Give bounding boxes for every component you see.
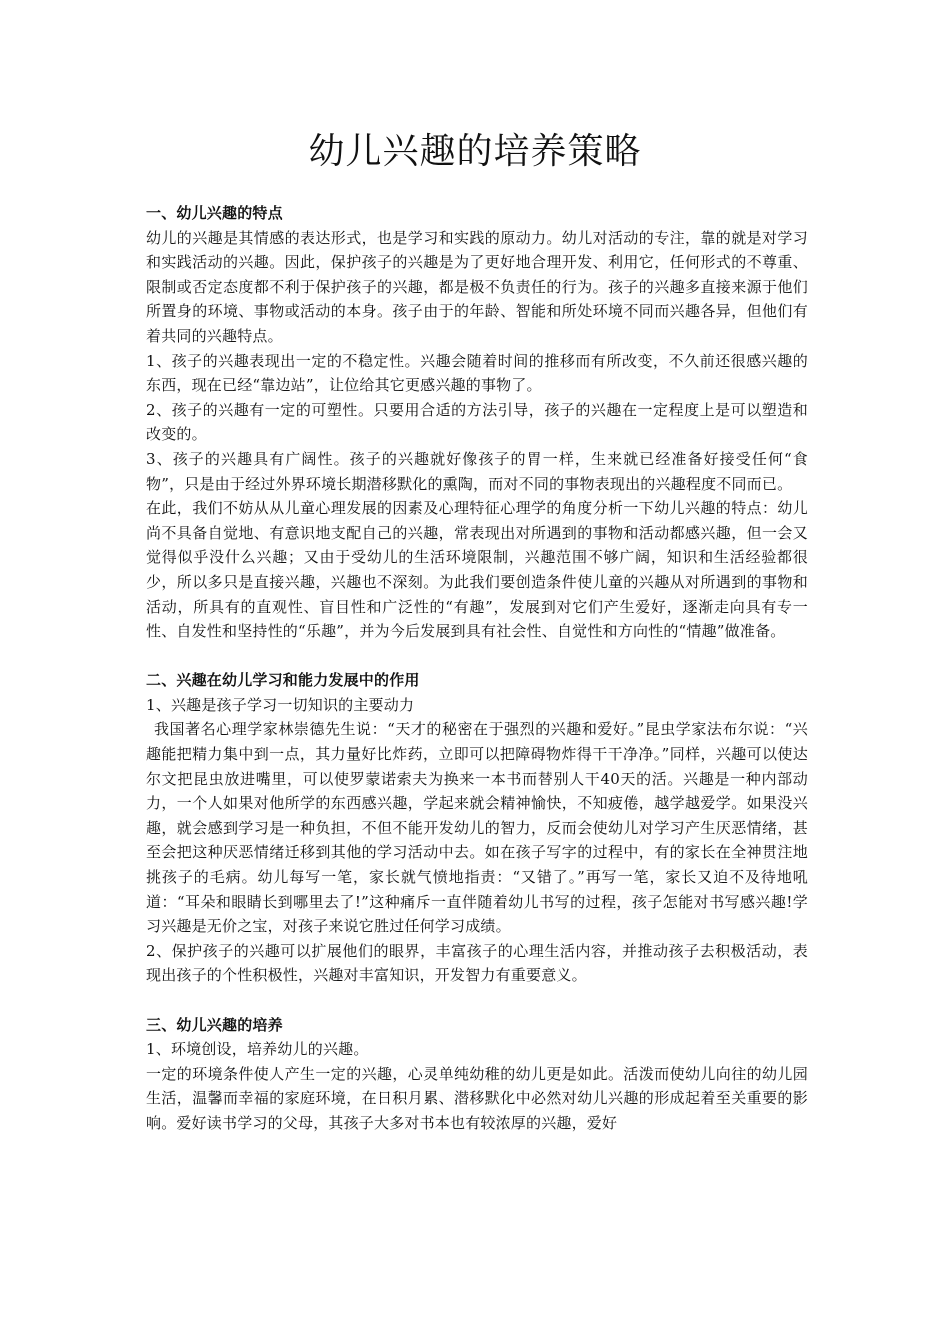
section-heading-1: 一、幼儿兴趣的特点 bbox=[146, 204, 283, 222]
section1-intro-paragraph: 幼儿的兴趣是其情感的表达形式，也是学习和实践的原动力。幼儿对活动的专注，靠的就是对学习和实践活动的兴趣。因此，保护孩子的兴趣是为了更好地合理开发、利用它，任何形式的不尊重、限制或否定态度都不利于保护孩子的兴趣，都是极不负责任的行为。孩子的兴趣多直接来源于他们所置身的环境、事物或活动的本身。孩子由于的年龄、智能和所处环境不同而兴趣各异，但他们有着共同的兴趣特点。 bbox=[146, 228, 808, 345]
document-body bbox=[146, 201, 808, 1136]
section1-analysis-paragraph: 在此，我们不妨从从儿童心理发展的因素及心理特征心理学的角度分析一下幼儿兴趣的特点：幼儿尚不具备自觉地、有意识地支配自己的兴趣，常表现出对所遇到的事物和活动都感兴趣，但一会又觉得似乎没什么兴趣；又由于受幼儿的生活环境限制，兴趣范围不够广阔，知识和生活经验都很少，所以多只是直接兴趣，兴趣也不深刻。为此我们要创造条件使儿童的兴趣从对所遇到的事物和活动，所具有的直观性、盲目性和广泛性的“有趣”，发展到对它们产生爱好，逐渐走向具有专一性、自发性和坚持性的“乐趣”，并为今后发展到具有社会性、自觉性和方向性的“情趣”做准备。 bbox=[146, 499, 808, 641]
section-heading-3: 三、幼儿兴趣的培养 bbox=[146, 1015, 283, 1034]
section2-body-paragraph: 我国著名心理学家林崇德先生说：“天才的秘密在于强烈的兴趣和爱好。”昆虫学家法布尔说：“兴趣能把精力集中到一点，其力量好比炸药，立即可以把障碍物炸得干干净净。”同样，兴趣可以使达尔文把昆虫放进嘴里，可以使罗蒙诺索夫为换来一本书而替别人干40天的活。兴趣是一种内部动力，一个人如果对他所学的东西感兴趣，学起来就会精神愉快，不知疲倦，越学越爱学。如果没兴趣，就会感到学习是一种负担，不但不能开发幼儿的智力，反而会使幼儿对学习产生厌恶情绪，甚至会把这种厌恶情绪迁移到其他的学习活动中去。如在孩子写字的过程中，有的家长在全神贯注地挑孩子的毛病。幼儿每写一笔，家长就气愤地指责：“又错了。”再写一笔，家长又迫不及待地吼道：“耳朵和眼睛长到哪里去了!”这种痛斥一直伴随着幼儿书写的过程，孩子怎能对书写感兴趣!学习兴趣是无价之宝，对孩子来说它胜过任何学习成绩。 bbox=[146, 720, 808, 936]
section2-point-2: 2、保护孩子的兴趣可以扩展他们的眼界，丰富孩子的心理生活内容，并推动孩子去积极活动，表现出孩子的个性积极性，兴趣对丰富知识，开发智力有重要意义。 bbox=[146, 941, 808, 985]
section2-subheading-1: 1、兴趣是孩子学习一切知识的主要动力 bbox=[146, 695, 415, 714]
section-spacer bbox=[146, 644, 808, 669]
section-heading-2: 二、兴趣在幼儿学习和能力发展中的作用 bbox=[146, 671, 420, 690]
section-spacer bbox=[146, 988, 808, 1013]
section3-subheading-1: 1、环境创设，培养幼儿的兴趣。 bbox=[146, 1040, 369, 1059]
section1-point-2: 2、孩子的兴趣有一定的可塑性。只要用合适的方法引导，孩子的兴趣在一定程度上是可以塑造和改变的。 bbox=[146, 400, 808, 444]
document-title: 幼儿兴趣的培养策略 bbox=[308, 131, 642, 172]
section3-body-paragraph: 一定的环境条件使人产生一定的兴趣，心灵单纯幼稚的幼儿更是如此。活泼而使幼儿向往的幼儿园生活，温馨而幸福的家庭环境，在日积月累、潜移默化中必然对幼儿兴趣的形成起着至关重要的影响。爱好读书学习的父母，其孩子大多对书本也有较浓厚的兴趣，爱好 bbox=[146, 1064, 808, 1132]
section1-point-1: 1、孩子的兴趣表现出一定的不稳定性。兴趣会随着时间的推移而有所改变，不久前还很感兴趣的东西，现在已经“靠边站”，让位给其它更感兴趣的事物了。 bbox=[146, 351, 808, 395]
section1-point-3: 3、孩子的兴趣具有广阔性。孩子的兴趣就好像孩子的胃一样，生来就已经准备好接受任何“食物”，只是由于经过外界环境长期潜移默化的熏陶，而对不同的事物表现出的兴趣程度不同而已。 bbox=[146, 449, 808, 493]
